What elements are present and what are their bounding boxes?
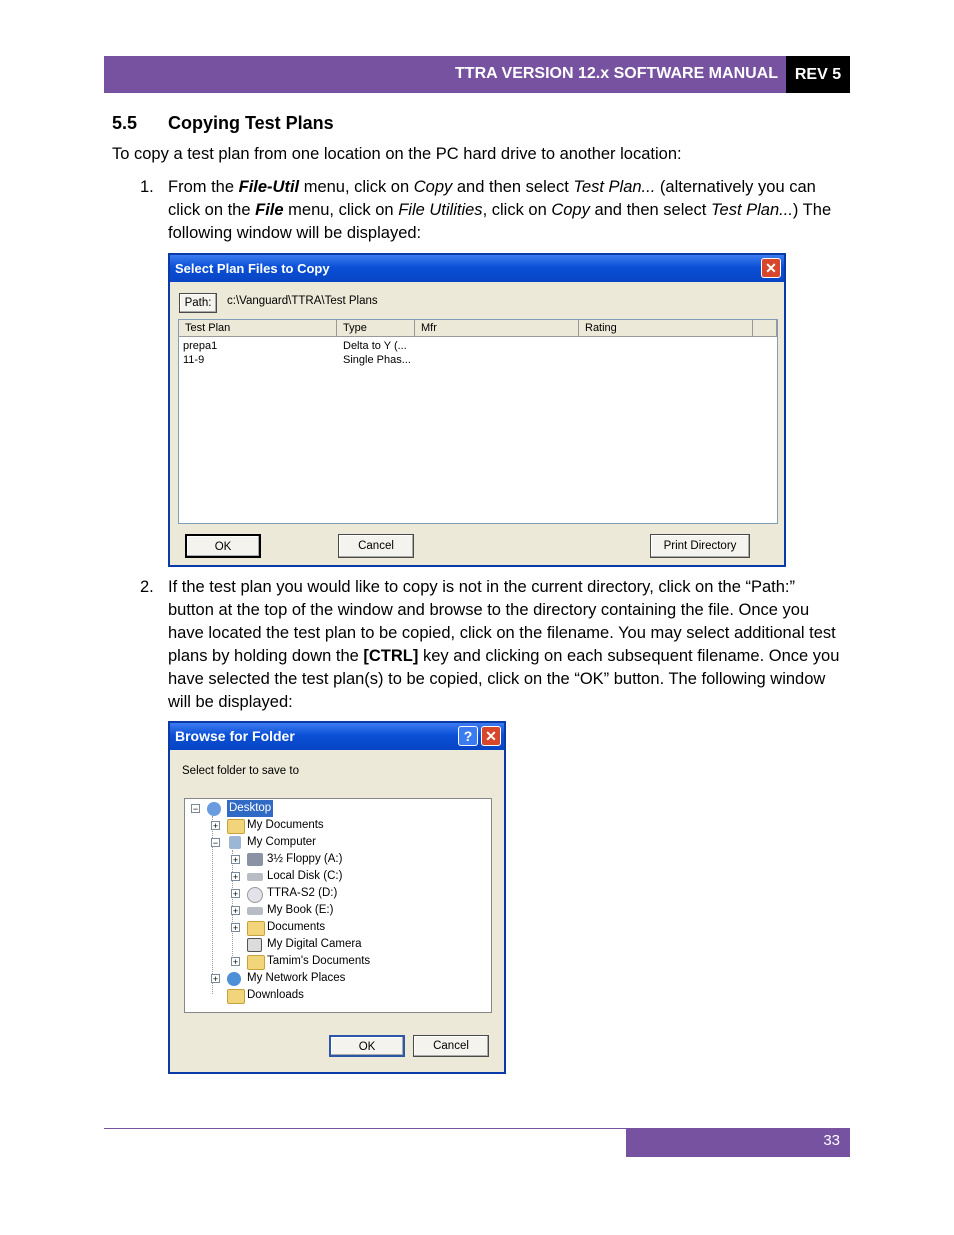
path-button[interactable]: Path: — [179, 293, 217, 313]
row-type: Delta to Y (... — [343, 340, 407, 352]
step-2 — [140, 576, 842, 714]
tree-label: My Digital Camera — [267, 938, 362, 950]
folder-tree[interactable] — [184, 798, 492, 1013]
tree-label: Tamim's Documents — [267, 955, 371, 967]
t: menu, click on — [299, 178, 414, 196]
row-type: Single Phas... — [343, 354, 411, 366]
page-number: 33 — [626, 1128, 850, 1157]
column-rating[interactable]: Rating — [579, 320, 753, 337]
tree-label: Downloads — [247, 989, 304, 1001]
t: (alternatively you can click on the — [168, 178, 816, 219]
menu-file: File — [255, 201, 284, 219]
cancel-button[interactable]: Cancel — [338, 534, 414, 558]
folder-icon — [247, 955, 265, 970]
expand-icon[interactable]: + — [232, 889, 239, 899]
menu-test-plan: Test Plan... — [710, 201, 793, 219]
browse-for-folder-dialog — [168, 721, 506, 1074]
camera-icon — [247, 938, 262, 952]
row-plan: prepa1 — [183, 340, 218, 352]
t: key and clicking on each subsequent filename. Once you have selected the test plan(s) to be copied, click on the “OK” button. The following window will be displayed: — [168, 647, 840, 711]
dialog-title: Browse for Folder — [175, 728, 295, 744]
tree-label: My Documents — [247, 819, 324, 831]
intro-paragraph: To copy a test plan from one location on the PC hard drive to another location: — [112, 145, 682, 163]
step-1 — [140, 176, 842, 245]
floppy-drive-icon — [247, 853, 263, 866]
print-directory-button[interactable]: Print Directory — [650, 534, 750, 558]
folder-icon — [227, 989, 245, 1004]
ok-button[interactable]: OK — [185, 534, 261, 558]
key-ctrl: [CTRL] — [363, 647, 419, 665]
help-icon[interactable]: ? — [458, 726, 478, 746]
tree-label: Documents — [267, 921, 326, 933]
step-2-number: 2. — [140, 578, 154, 596]
tree-label: Desktop — [227, 800, 273, 817]
page-header — [104, 56, 850, 93]
tree-label: Local Disk (C:) — [267, 870, 343, 882]
tree-line — [232, 850, 234, 960]
t: If the test plan you would like to copy is not in the current directory, click on the “Path:” button at the top of the window and browse to the directory containing the file. Once you have located the test plan to be copied, click on the filename. You may select additional test plans by holding down the — [168, 578, 836, 665]
folder-icon — [227, 819, 245, 834]
hard-disk-icon — [247, 907, 263, 915]
t: ) The following window will be displayed: — [168, 201, 832, 242]
close-icon[interactable]: ✕ — [481, 726, 501, 746]
row-plan: 11-9 — [183, 354, 205, 366]
step-1-number: 1. — [140, 178, 154, 196]
step-1-text — [168, 176, 842, 245]
collapse-icon[interactable]: − — [212, 838, 219, 848]
select-plan-files-dialog — [168, 253, 786, 567]
collapse-icon[interactable]: − — [192, 804, 199, 814]
network-icon — [227, 972, 241, 986]
desktop-icon — [207, 802, 221, 816]
ok-button[interactable]: OK — [329, 1035, 405, 1057]
column-test-plan[interactable]: Test Plan — [179, 320, 337, 337]
step-2-text — [168, 576, 842, 714]
tree-label: TTRA-S2 (D:) — [267, 887, 338, 899]
t: menu, click on — [283, 201, 399, 219]
dialog-titlebar — [170, 723, 504, 750]
tree-label: 3½ Floppy (A:) — [267, 853, 343, 865]
footer-rule — [104, 1128, 626, 1129]
folder-icon — [247, 921, 265, 936]
dialog-title: Select Plan Files to Copy — [175, 261, 330, 276]
folder-prompt: Select folder to save to — [182, 765, 299, 777]
expand-icon[interactable]: + — [232, 957, 239, 967]
cancel-button[interactable]: Cancel — [413, 1035, 489, 1057]
section-heading — [112, 113, 334, 134]
hard-disk-icon — [247, 873, 263, 881]
t: From the — [168, 178, 239, 196]
expand-icon[interactable]: + — [232, 906, 239, 916]
section-title: Copying Test Plans — [168, 113, 334, 133]
column-type[interactable]: Type — [337, 320, 415, 337]
header-bar — [104, 56, 786, 93]
menu-copy: Copy — [413, 178, 453, 196]
column-spacer — [753, 320, 777, 337]
header-revision: REV 5 — [786, 56, 850, 93]
menu-copy: Copy — [551, 201, 590, 219]
tree-label: My Computer — [247, 836, 317, 848]
expand-icon[interactable]: + — [232, 855, 239, 865]
menu-test-plan: Test Plan... — [573, 178, 656, 196]
tree-label: My Book (E:) — [267, 904, 334, 916]
tree-label: My Network Places — [247, 972, 346, 984]
expand-icon[interactable]: + — [232, 872, 239, 882]
expand-icon[interactable]: + — [212, 974, 219, 984]
menu-file-util: File-Util — [238, 178, 300, 196]
expand-icon[interactable]: + — [212, 821, 219, 831]
section-number: 5.5 — [112, 113, 138, 133]
header-title: TTRA VERSION 12.x SOFTWARE MANUAL — [455, 65, 778, 82]
t: and then select — [452, 178, 574, 196]
dialog-titlebar — [170, 255, 784, 282]
expand-icon[interactable]: + — [232, 923, 239, 933]
t: , click on — [482, 201, 552, 219]
path-value: c:\Vanguard\TTRA\Test Plans — [227, 295, 378, 307]
t: and then select — [589, 201, 711, 219]
cd-drive-icon — [247, 887, 263, 903]
menu-file-utilities: File Utilities — [398, 201, 483, 219]
computer-icon — [229, 836, 241, 849]
test-plan-list[interactable] — [178, 319, 778, 524]
column-mfr[interactable]: Mfr — [415, 320, 579, 337]
close-icon[interactable]: ✕ — [761, 258, 781, 278]
